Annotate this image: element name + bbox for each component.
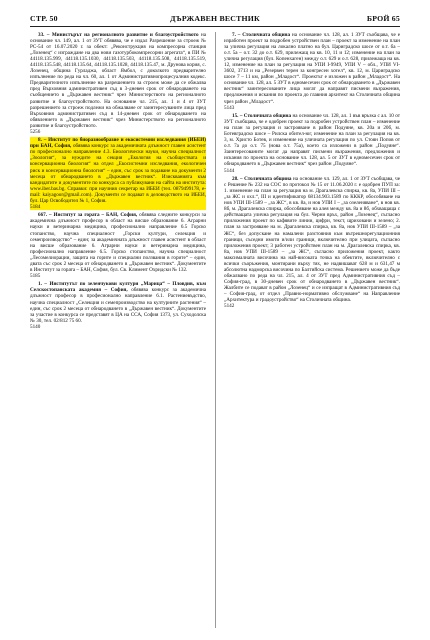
announcement-lead: 1. – Институтът по зеленчукови култури „Марица“ – Пловдив, към Селскостопанската академия – София, <box>30 281 206 294</box>
announcement-text: обявява конкурс за академична длъжност професор в професионално направление 6.1. Растениевъдство, научна специалност „Селекция и семепроизводство на културните растения“ – един, със срок 2 месеца от обнародването в „Държавен вестник“. Документите за участие в конкурса се представят в ЦА на ССА, София 1373, ул. Суходолска № 30, тел. 02/812 75 60. <box>30 287 206 324</box>
announcement-number: 5140 <box>30 323 41 330</box>
announcement-number: 5184 <box>30 203 41 210</box>
announcement-number: 5143 <box>224 104 235 111</box>
announcement-lead: 15. – Столичната община <box>232 113 292 120</box>
announcement-text: обявява следните конкурси за академична длъжност професор в област на висше образование 6. Аграрни науки и ветеринарна медицина, професионално направление 6.5 Горско стопанство, научна специалност „Горски култури, селекция и семепроизводство“ – един; за академичната длъжност главен асистент в област на висше образование 6. Аграрни науки и ветеринарна медицина, професионално направление 6.5. Горско стопанство, научна специалност „Лесомелиорации, защита на горите и специални ползвания в горите“ – един, двата със срок 2 месеца от обнародването в „Държавен вестник“. Документите в Институт за гората – БАН, София, бул. Св. Климент Охридски № 132. <box>30 212 206 273</box>
announcement-highlighted <box>30 137 206 210</box>
announcement-number: 5144 <box>224 167 235 174</box>
announcement <box>224 113 400 173</box>
announcement <box>30 32 206 135</box>
announcement-text: на основание чл. 128, ал. 1 във връзка с ал. 10 от ЗУТ съобщава, че е одобрен проект за подробен устройствен план – изменение на план за регулация и застрояване в район Подуяне, кв. 20а и 20б, м. Ботевградско шосе – Рилска обител-юг, изменение на план за регулация на кв. 3, м. Христо Ботев, и изменение на уличната регулация по ул. Стоян Попов от о.т. 7а до о.т. 75 (нова о.т. 75а), което са изложени в район „Подуяне“. Заинтересованите могат да направят писмени възражения, предложения и искания по проекта на основание чл. 128, ал. 5 от ЗУТ в едномесечен срок от обнародването в „Държавен вестник“ чрез район „Подуяне“. <box>224 113 400 168</box>
column-divider <box>215 32 216 628</box>
announcement-text: на основание чл. 129, ал. 1 от ЗУТ съобщава, че с Решение № 232 на СОС по протокол № 15 от 11.06.2020 г. е одобрен ПУП за: 1. изменение на план за регулация на м. Драгалевска спирка, кв. 8а, УПИ III – „за ЖС и охл.“, III и идентификатор 68134.903.1589 по КККР, обособяване на нов УПИ III-1589 – „за ЖС“, в кв. 8а, и нов УПИ I – „за озеленяване“, в нов кв. 8б, м. Драгалевска спирка, обособяване на алея между кв. 8а и 8б, обхващаща с действащата улична регулация на бул. Черни връх, район „Лозенец“, съгласно приложения проект по кафявите линии, цифри, текст, щриховани и зелено; 2. план за застрояване на м. Драгалевска спирка, кв. 8а, нов УПИ III-1589 – „за ЖС“, без допускане на намалени разстояния към вътрешнорегулационния граници, съседни имоти и/или граници, включително при улицата, съгласно приложения проект; 3 работен устройствен план на м. Драгалевска спирка, кв. 8а, нов УПИ III-1589 – „за ЖС“, съгласно приложения проект, както максималната височина на най-високата точка на обектите, включително с всички съоръжения, монтирани върху тях, не надвишават 628 м и 631,47 м абсолютна надморска височина по Балтийска система. Решението може да бъде обжалвано по реда на чл. 215, ал. 4 от ЗУТ пред Административния съд – София-град, в 30-дневен срок от обнародването в „Държавен вестник“. Жалбите се подават в район „Лозенец“ и се изпращат в Административния съд – София-град, от отдел „Правно-нормативно обслужване“ на Направление „Архитектура и градоустройство“ на Столичната община. <box>224 176 401 304</box>
announcement-text: обявява конкурс за академичната длъжност главен асистент по професионално направление 4.3. Биологически науки, научна специалност „Зоология“, за нуждите на секция „Екология на съобществата и консервационна биология“ на отдел „Екосистемни изследвания, екологичен риск и консервационна биология“ – един, със срок за подаване на документи 2 месеца от обнародването в „Държавен вестник“. Изискванията към кандидатите и документите по конкурса са публикувани на сайта на института: www.iber.bas.bg. Справки: при научния секретар на ИБЕИ (тел. 0879499178, e-mail: kaiyagoor@gmail.com). Документи се подават в деловодството на ИБЕИ, бул. Цар Освободител № 1, София. <box>30 143 206 204</box>
announcement <box>30 212 206 279</box>
announcement-text: на основание чл. 128, ал. 1 ЗУТ съобщава, че е изработен проект за подробен устройствен план – проект за изменение на план за улична регулация на локално платно на бул. Цариградско шосе от о.т. ба – о.т. 5а – о.т. 32 до о.т. 629, прилежащ на кв. 10, 11 и 12; изменение на план за улична регулация (бул. Копенхаген) между о.т. 629 и о.т. 628, прилежаща на кв. 12, изменение на план за регулация на УПИ I-9949, УПИ V – обл., УПИ VI-3602, 3713 и на „Резервен терен за конгресен хотел“, кв. 12, м. Цариградско шосе 7 – 11 км, район „Младост“. Проектът е изложен в район „Младост“. На основание чл. 128, ал. 5 ЗУТ в едномесечен срок от обнародването в „Държавен вестник“ заинтересованите лица могат да направят писмени възражения, предложения и искания по проекта до главния архитект на Столичната община чрез район „Младост“. <box>224 32 400 105</box>
page-number: СТР. 50 <box>30 14 58 23</box>
left-column <box>30 32 206 332</box>
announcement-text: на основание чл. 149, ал. 1 от ЗУТ обявява, че е издал Разрешение за строеж № РС-54 от 16.07.2020 г. за обект: „Реконструкция на компресорна станция „Лозенец“ с изграждане на два нови газотурбокомпресорни агрегата“, в ПИ № 44118.135.999, 44118.135.1030, 44118.135.503, 44118.135.508, 44118.135.519, 44118.135.548, 44118.135.64, 44118.135.1028, 44118.135.47, м. Друнова кория, с. Лозенец, община Гурладжа, област Ямбол, с доколкото предварително изпълнение по реда на чл. 60, ал. 1 от Административнопроцесуалния кодекс. Предварителното изпълнение на разрешението за строеж може да се обжалва пред Върховния административен съд в 3-дневен срок от обнародването на съобщението в „Държавен вестник“ чрез Министерството на регионалното развитие и благоустройството. На основание чл. 215, ал. 1 и 4 от ЗУТ разрешението за строеж подлежи на обжалване от заинтересуваните лица пред Върховния административен съд в 14-дневен срок от обнародването на обявлението в „Държавен вестник“ чрез Министерството на регионалното развитие и благоустройството. <box>30 32 206 129</box>
announcement-number: 5185 <box>30 272 41 279</box>
issue-number: БРОЙ 65 <box>366 14 400 23</box>
announcement-lead: 667. – Институт за гората – БАН, София, <box>38 212 138 219</box>
announcement-lead: 28. – Столичната община <box>232 176 292 183</box>
announcement <box>30 281 206 329</box>
header-rule <box>30 26 400 27</box>
publication-title: ДЪРЖАВЕН ВЕСТНИК <box>170 14 260 23</box>
announcement-number: 5256 <box>30 128 41 135</box>
announcement-lead: 33. – Министърът на регионалното развитие и благоустройството <box>38 32 199 38</box>
announcement <box>224 32 400 111</box>
announcement-lead: 8. – Институт по биоразнообразие и екосистемни изследвания (ИБЕИ) при БАН, София, <box>30 137 206 150</box>
announcement-lead: 7. – Столичната община <box>232 32 291 38</box>
announcement <box>224 176 400 309</box>
announcement-number: 5142 <box>224 303 235 310</box>
right-column <box>224 32 400 312</box>
